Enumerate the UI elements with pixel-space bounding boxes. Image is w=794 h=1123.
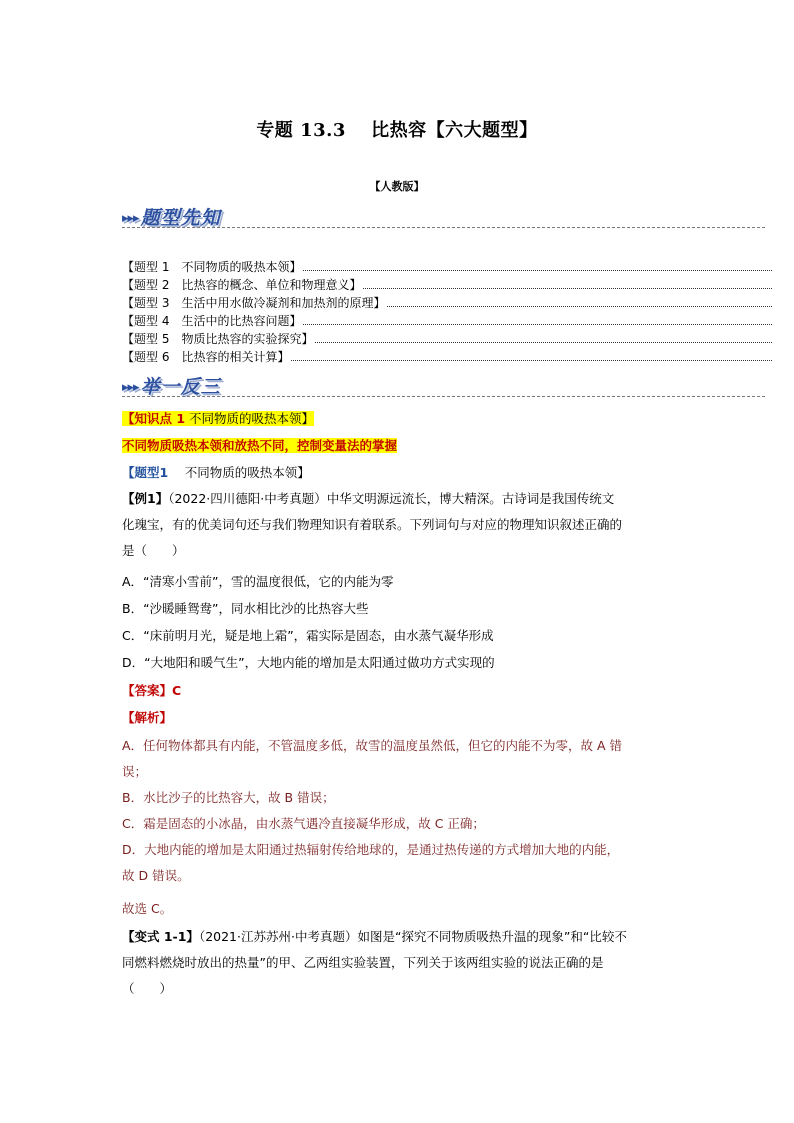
triple-arrow-icon: ▸▸▸ — [122, 211, 139, 226]
answer: 【答案】C — [122, 683, 182, 698]
toc-leader-dots — [363, 288, 772, 289]
banner-topic-preview — [122, 203, 221, 230]
banner-text: 举一反三 — [140, 376, 221, 398]
knowledge-summary: 不同物质吸热本领和放热不同，控制变量法的掌握 — [122, 438, 398, 453]
option-a: A．“清寒小雪前”，雪的温度很低，它的内能为零 — [122, 574, 394, 589]
banner-text: 题型先知 — [140, 207, 221, 229]
toc-leader-dots — [303, 324, 772, 325]
type-heading: 【题型1 不同物质的吸热本领】 — [122, 465, 310, 480]
divider — [122, 227, 765, 228]
toc-leader-dots — [303, 270, 772, 271]
option-d: D．“大地阳和暖气生”，大地内能的增加是太阳通过做功方式实现的 — [122, 655, 495, 670]
option-b: B．“沙暖睡鸳鸯”，同水相比沙的比热容大些 — [122, 601, 369, 616]
conclusion: 故选 C。 — [122, 901, 173, 916]
toc-item[interactable]: 【题型 3 生活中用水做冷凝剂和加热剂的原理】 — [122, 293, 772, 311]
toc-leader-dots — [315, 342, 772, 343]
toc-leader-dots — [291, 360, 772, 361]
toc-item[interactable]: 【题型 6 比热容的相关计算】 — [122, 347, 772, 365]
example-stem: 【例1】（2022·四川德阳·中考真题）中华文明源远流长，博大精深。古诗词是我国传统文 化瑰宝，有的优美词句还与我们物理知识有着联系。下列词句与对应的物理知识叙述正确的 是（ ） — [122, 491, 623, 558]
divider — [122, 396, 765, 397]
page-title: 专题 13.3 比热容【六大题型】 — [256, 120, 538, 141]
toc-leader-dots — [387, 306, 772, 307]
toc-item[interactable]: 【题型 5 物质比热容的实验探究】 — [122, 329, 772, 347]
toc-item[interactable]: 【题型 1 不同物质的吸热本领】 — [122, 257, 772, 275]
analysis-body: A．任何物体都具有内能，不管温度多低，故雪的温度虽然低，但它的内能不为零，故 A 错 误； B．水比沙子的比热容大，故 B 错误； C．霜是固态的小冰晶，由水蒸气遇冷直接凝华形成，故 C 正确； D．大地内能的增加是太阳通过热辐射传给地球的，是通过热传递的方式增加大地的内能， 故 D 错误。 — [122, 738, 623, 883]
toc-item[interactable]: 【题型 4 生活中的比热容问题】 — [122, 311, 772, 329]
triple-arrow-icon: ▸▸▸ — [122, 380, 139, 395]
banner-practice — [122, 372, 221, 399]
edition-label: 【人教版】 — [369, 180, 425, 193]
toc-item[interactable]: 【题型 2 比热容的概念、单位和物理意义】 — [122, 275, 772, 293]
analysis-label: 【解析】 — [122, 710, 173, 725]
knowledge-point-heading: 【知识点 1 不同物质的吸热本领】 — [122, 411, 315, 426]
variant-stem: 【变式 1-1】（2021·江苏苏州·中考真题）如图是“探究不同物质吸热升温的现象”和“比较不 同燃料燃烧时放出的热量”的甲、乙两组实验装置，下列关于该两组实验的说法正确的是 （ ） — [122, 929, 627, 996]
option-c: C．“床前明月光，疑是地上霜”，霜实际是固态，由水蒸气凝华形成 — [122, 628, 494, 643]
